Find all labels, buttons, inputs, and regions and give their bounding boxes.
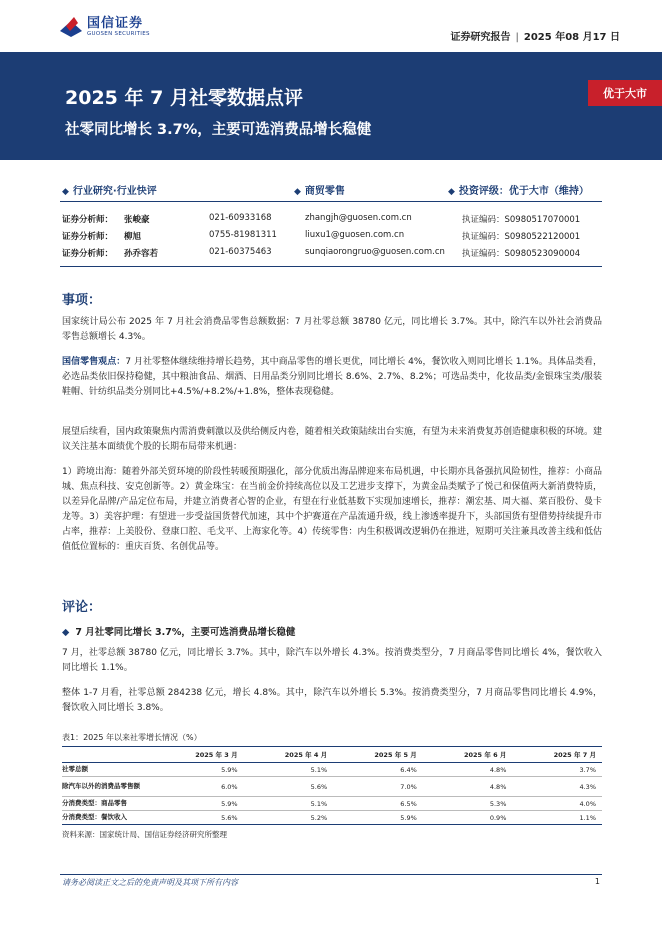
retail-growth-table bbox=[62, 746, 602, 825]
industry-category bbox=[62, 182, 157, 197]
table-cell: 4.0% bbox=[512, 797, 602, 811]
table-cell: 6.4% bbox=[333, 763, 423, 777]
analyst-label: 证券分析师： bbox=[62, 249, 114, 259]
table-header-row bbox=[62, 747, 602, 763]
guosen-logo-icon bbox=[60, 17, 82, 37]
table-cell: 7.0% bbox=[333, 777, 423, 797]
table-header-cell: 2025 年 6 月 bbox=[423, 747, 513, 763]
table-source: 资料来源：国家统计局、国信证券经济研究所整理 bbox=[62, 830, 227, 839]
comment-paragraph: 7 月，社零总额 38780 亿元，同比增长 3.7%。其中，除汽车以外增长 4.3%。按消费类型分，7 月商品零售同比增长 4%，餐饮收入同比增长 1.1%。 bbox=[62, 648, 602, 673]
footer-divider bbox=[60, 874, 602, 875]
table-cell: 5.1% bbox=[244, 763, 334, 777]
guosen-view-label: 国信零售观点： bbox=[62, 357, 126, 367]
table-header-cell bbox=[62, 747, 154, 763]
table-cell: 4.8% bbox=[423, 777, 513, 797]
table-row bbox=[62, 777, 602, 797]
report-subtitle: 社零同比增长 3.7%，主要可选消费品增长稳健 bbox=[65, 122, 372, 138]
analyst-email[interactable]: sunqiaorongruo@guosen.com.cn bbox=[305, 247, 445, 257]
analyst-row bbox=[62, 230, 602, 244]
company-logo bbox=[60, 17, 150, 38]
table-row bbox=[62, 797, 602, 811]
divider bbox=[60, 266, 602, 267]
table-cell: 5.1% bbox=[244, 797, 334, 811]
table-caption: 表1：2025 年以来社零增长情况（%） bbox=[62, 733, 202, 742]
analyst-phone: 021-60933168 bbox=[209, 213, 272, 223]
analyst-label: 证券分析师： bbox=[62, 232, 114, 242]
table-cell: 6.0% bbox=[154, 777, 244, 797]
logo-chinese-name: 国信证券 bbox=[87, 16, 144, 31]
table-row bbox=[62, 763, 602, 777]
guosen-view-paragraph bbox=[62, 355, 602, 400]
table-cell: 1.1% bbox=[512, 811, 602, 825]
report-date: 2025 年08 月17 日 bbox=[523, 32, 620, 43]
diamond-icon: ◆ bbox=[62, 627, 70, 638]
row-label: 社零总额 bbox=[62, 763, 154, 777]
comment-subheading bbox=[62, 624, 295, 638]
meta-separator: | bbox=[515, 32, 519, 43]
analyst-cert: 执证编码：S0980517070001 bbox=[462, 215, 581, 225]
analyst-cert: 执证编码：S0980523090004 bbox=[462, 249, 581, 259]
table-cell: 0.9% bbox=[423, 811, 513, 825]
analyst-name: 孙乔容若 bbox=[124, 249, 159, 259]
table-cell: 6.5% bbox=[333, 797, 423, 811]
comment-heading: 评论： bbox=[62, 600, 102, 615]
table-cell: 5.6% bbox=[154, 811, 244, 825]
table-cell: 5.9% bbox=[154, 797, 244, 811]
industry-label: 行业研究·行业快评 bbox=[72, 186, 157, 197]
table-header-cell: 2025 年 4 月 bbox=[244, 747, 334, 763]
analyst-email[interactable]: liuxu1@guosen.com.cn bbox=[305, 230, 405, 240]
row-label: 分消费类型：商品零售 bbox=[62, 797, 154, 811]
table-cell: 5.6% bbox=[244, 777, 334, 797]
page-header bbox=[0, 0, 662, 52]
report-meta bbox=[451, 28, 620, 43]
comment-paragraph: 整体 1-7 月看，社零总额 284238 亿元，增长 4.8%。其中，除汽车以外增长 5.3%。按消费类型分，7 月商品零售同比增长 4.9%，餐饮收入同比增长 3.8%。 bbox=[62, 688, 602, 713]
table-cell: 5.2% bbox=[244, 811, 334, 825]
divider bbox=[60, 201, 602, 202]
recommendation-paragraph: 1）跨境出海：随着外部关贸环境的阶段性转暖预期强化，部分优质出海品牌迎来布局机遇，中长期亦具备强抗风险韧性，推荐：小商品城、焦点科技、安克创新等。2）黄金珠宝：在当前金价持续高位以及工艺进步支撑下，为黄金品类赋予了悦己和保值两大新消费特质，以差异化品牌/产品定位布局，并建立消费者心智的企业，有望在行业低基数下实现加速增长，推荐：潮宏基、周大福、菜百股份、曼卡龙等。3）美容护理：有望进一步受益国货替代加速，其中个护赛道在产品流通升级，线上渗透率提升下，头部国货有望借势持续提升市占率，推荐：上美股份、登康口腔、毛戈平、上海家化等。4）传统零售：内生积极调改逻辑仍在推进，短期可关注兼具改善主线和低估值低位置标的：重庆百货、名创优品等。 bbox=[62, 467, 602, 552]
table-header-cell: 2025 年 3 月 bbox=[154, 747, 244, 763]
row-label: 分消费类型：餐饮收入 bbox=[62, 811, 154, 825]
table-cell: 4.3% bbox=[512, 777, 602, 797]
table-header-cell: 2025 年 5 月 bbox=[333, 747, 423, 763]
table-cell: 5.3% bbox=[423, 797, 513, 811]
footer-disclaimer: 请务必阅读正文之后的免责声明及其项下所有内容 bbox=[62, 878, 238, 887]
rating-label: 投资评级：优于大市（维持） bbox=[458, 186, 589, 197]
comment-subheading-text: 7 月社零同比增长 3.7%，主要可选消费品增长稳健 bbox=[75, 627, 296, 638]
table-header-cell: 2025 年 7 月 bbox=[512, 747, 602, 763]
analyst-row bbox=[62, 247, 602, 261]
sector-label: 商贸零售 bbox=[304, 186, 345, 197]
analyst-phone: 021-60375463 bbox=[209, 247, 272, 257]
analyst-name: 张峻豪 bbox=[124, 215, 150, 225]
table-cell: 5.9% bbox=[333, 811, 423, 825]
table-cell: 3.7% bbox=[512, 763, 602, 777]
report-type: 证券研究报告 bbox=[450, 32, 511, 43]
logo-english-name: GUOSEN SECURITIES bbox=[87, 31, 150, 37]
table-cell: 4.8% bbox=[423, 763, 513, 777]
diamond-icon: ◆ bbox=[294, 187, 301, 197]
outlook-paragraph: 展望后续看，国内政策聚焦内需消费刺激以及供给侧反内卷，随着相关政策陆续出台实施，有望为未来消费复苏创造健康积极的环境。建议关注基本面绩优个股的长期布局带来机遇： bbox=[62, 427, 603, 452]
analyst-label: 证券分析师： bbox=[62, 215, 114, 225]
guosen-view-text: 7 月社零整体继续维持增长趋势，其中商品零售的增长更优，同比增长 4%，餐饮收入则同比增长 1.1%。具体品类看，必选品类依旧保持稳健，其中粮油食品、烟酒、日用品类分别同比增长 8.6%、2.7%、8.2%；可选品类中，化妆品类/金银珠宝类/服装鞋帽、针纺织品类分别同比+4.5%/+8.2%/+1.8%，整体表现稳健。 bbox=[62, 357, 602, 397]
analyst-row bbox=[62, 213, 602, 227]
event-heading: 事项： bbox=[62, 293, 102, 308]
analyst-email[interactable]: zhangjh@guosen.com.cn bbox=[305, 213, 412, 223]
rating-category bbox=[448, 182, 589, 197]
diamond-icon: ◆ bbox=[62, 187, 69, 197]
table-cell: 5.9% bbox=[154, 763, 244, 777]
analyst-name: 柳旭 bbox=[124, 232, 142, 242]
row-label: 除汽车以外的消费品零售额 bbox=[62, 777, 154, 797]
event-paragraph: 国家统计局公布 2025 年 7 月社会消费品零售总额数据：7 月社零总额 38780 亿元，同比增长 3.7%。其中，除汽车以外社会消费品零售总额增长 4.3%。 bbox=[62, 317, 602, 342]
analyst-phone: 0755-81981311 bbox=[209, 230, 277, 240]
analyst-cert: 执证编码：S0980522120001 bbox=[462, 232, 581, 242]
report-title: 2025 年 7 月社零数据点评 bbox=[65, 87, 303, 109]
page-number: 1 bbox=[594, 877, 600, 886]
diamond-icon: ◆ bbox=[448, 187, 455, 197]
rating-tag: 优于大市 bbox=[588, 80, 662, 106]
table-row bbox=[62, 811, 602, 825]
sector-category bbox=[294, 182, 345, 197]
